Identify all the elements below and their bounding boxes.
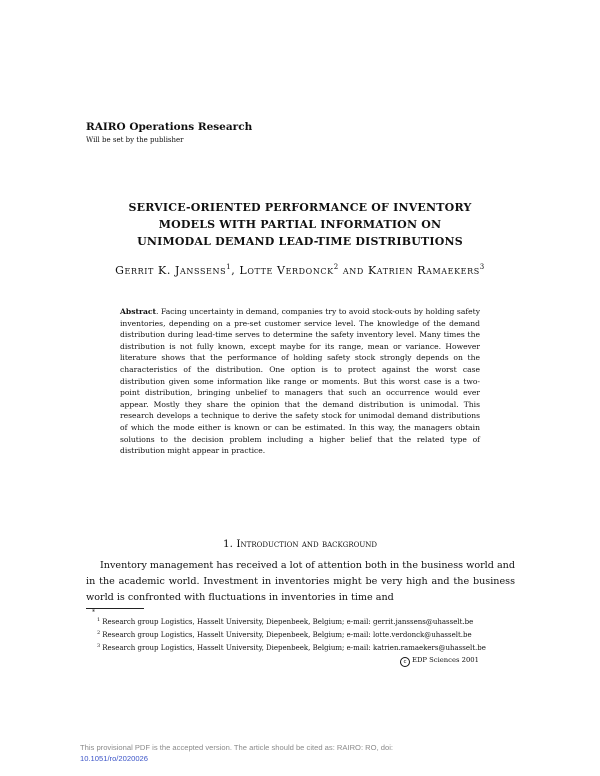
author-name: Lotte Verdonck — [239, 264, 334, 277]
doi-link[interactable]: 10.1051/ro/2020026 — [80, 754, 148, 763]
copyright-text: EDP Sciences 2001 — [412, 656, 479, 664]
title-line: MODELS WITH PARTIAL INFORMATION ON — [158, 218, 442, 231]
author-list — [60, 262, 540, 279]
footnote-star: * — [92, 609, 95, 616]
author-separator: and — [338, 264, 368, 277]
title-line: SERVICE-ORIENTED PERFORMANCE OF INVENTORY — [128, 201, 472, 214]
footnote — [97, 644, 486, 652]
publisher-note: Will be set by the publisher — [86, 136, 184, 144]
footnote-mark: 3 — [97, 643, 101, 649]
author-mark: 2 — [333, 263, 339, 271]
footnote-mark: 2 — [97, 630, 101, 636]
journal-name: RAIRO Operations Research — [86, 121, 253, 133]
title-line: UNIMODAL DEMAND LEAD-TIME DISTRIBUTIONS — [137, 235, 463, 248]
copyright-line — [400, 656, 479, 667]
section-number: 1. — [223, 538, 234, 550]
intro-paragraph: Inventory management has received a lot of attention both in the business world and in the academic world. Investment in inventories might be very high and the business world is confronted with fluctuations in inventories in time and — [86, 560, 515, 603]
footnote-mark: 1 — [97, 617, 101, 623]
paper-title — [60, 199, 540, 250]
section-heading — [60, 538, 540, 550]
footnote — [97, 618, 473, 626]
footnote-text: Research group Logistics, Hasselt University, Diepenbeek, Belgium; e-mail: lotte.verdonck@uhasselt.be — [102, 631, 472, 639]
copyright-icon: c — [400, 657, 410, 667]
footnote-text: Research group Logistics, Hasselt University, Diepenbeek, Belgium; e-mail: katrien.ramaekers@uhasselt.be — [102, 644, 486, 652]
author-separator: , — [231, 264, 240, 277]
footnote-text: Research group Logistics, Hasselt University, Diepenbeek, Belgium; e-mail: gerrit.janssens@uhasselt.be — [102, 618, 474, 626]
author-name: Katrien Ramaekers — [367, 264, 480, 277]
abstract — [120, 306, 480, 457]
footnote — [97, 631, 472, 639]
author-name: Gerrit K. Janssens — [115, 264, 227, 277]
provisional-note: This provisional PDF is the accepted version. The article should be cited as: RAIRO: RO, doi: — [80, 743, 394, 752]
section-title: Introduction and background — [236, 538, 377, 550]
author-mark: 1 — [226, 263, 232, 271]
author-mark: 3 — [479, 263, 485, 271]
abstract-label: Abstract — [120, 307, 157, 316]
abstract-text: . Facing uncertainty in demand, companies try to avoid stock-outs by holding safety inventories, depending on a pre-set customer service level. The knowledge of the demand distribution during lead-time serves to determine the safety inventory level. Many times the distribution is not fully known, except maybe for its range, mean or variance. However literature shows that the performance of holding safety stock strongly depends on the characteristics of the distribution. One option is to protect against the worst case distribution given some information like range or moments. But this worst case is a two-point distribution, bringing unbelief to managers that such an occurrence would ever appear. Mostly they share the opinion that the demand distribution is unimodal. This research develops a technique to derive the safety stock for unimodal demand distributions of which the mode either is known or can be estimated. In this way, the managers obtain solutions to the decision problem including a higher belief that the related type of distribution might appear in practice. — [120, 307, 480, 456]
